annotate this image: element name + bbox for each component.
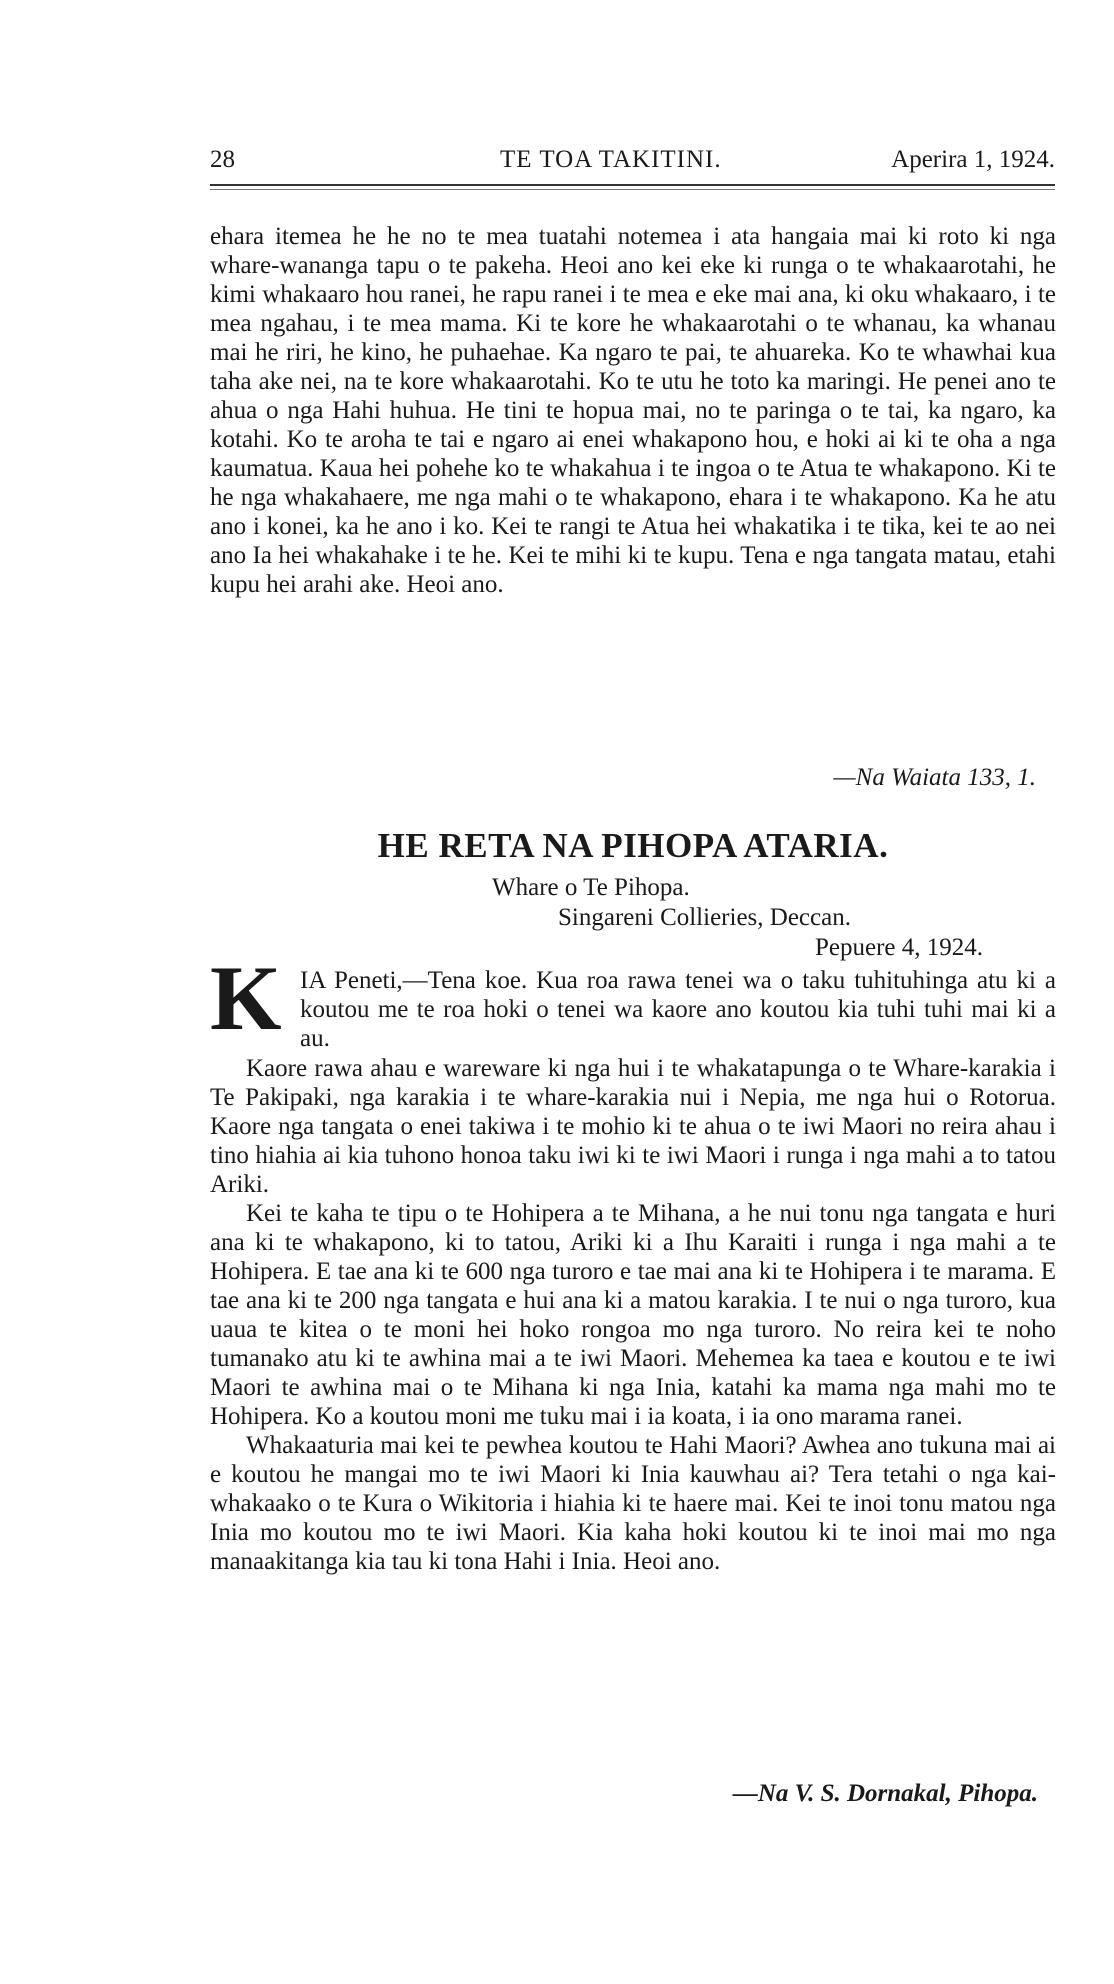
- letter-date: Pepuere 4, 1924.: [815, 934, 984, 961]
- letter-opening-text: IA Peneti,—Tena koe. Kua roa rawa tenei wa o taku tuhituhinga atu ki a koutou me te roa hoki o tenei wa kaore ano koutou kia tuhi tuhi mai ki a au.: [300, 967, 1056, 1052]
- header-rule: [210, 184, 1055, 186]
- page-header: [210, 146, 1055, 182]
- letter-address-line2: Singareni Collieries, Deccan.: [558, 904, 851, 931]
- issue-date: Aperira 1, 1924.: [891, 146, 1055, 173]
- drop-cap: K: [210, 947, 282, 1049]
- letter-paragraph: Whakaaturia mai kei te pewhea koutou te Hahi Maori? Awhea ano tukuna mai ai e koutou he mangai mo te iwi Maori ki Inia kauwhau ai? Tera tetahi o nga kai-whakaako o te Kura o Wikitoria i hiahia ki te haere mai. Kei te inoi tonu matou nga Inia mo koutou mo te iwi Maori. Kia kaha hoki koutou ki te inoi mai mo nga manaakitanga kia tau ki tona Hahi i Inia. Heoi ano.: [210, 1432, 1056, 1575]
- article-signature: —Na Waiata 133, 1.: [833, 764, 1036, 791]
- header-rule-thin: [210, 189, 1055, 190]
- article-continuation: [210, 222, 1056, 599]
- publication-title: TE TOA TAKITINI.: [500, 146, 722, 173]
- article-title: HE RETA NA PIHOPA ATARIA.: [377, 826, 889, 865]
- letter-paragraph: Kaore rawa ahau e wareware ki nga hui i te whakatapunga o te Whare-karakia i Te Pakipaki, nga karakia i te whare-karakia nui i Nepia, me nga hui o Rotorua. Kaore nga tangata o enei takiwa i te mohio ki te ahua o te iwi Maori no reira ahau i tino hiahia ai kia tuhono honoa taku iwi ki te iwi Maori i runga i nga mahi a to tatou Ariki.: [210, 1055, 1056, 1198]
- letter-body: [210, 1054, 1056, 1576]
- page-number: 28: [210, 146, 235, 173]
- letter-address-line1: Whare o Te Pihopa.: [492, 874, 690, 901]
- letter-paragraph: Kei te kaha te tipu o te Hohipera a te Mihana, a he nui tonu nga tangata e huri ana ki te whakapono, ki to tatou, Ariki ki a Ihu Karaiti i runga i nga mahi a te Hohipera. E tae ana ki te 600 nga turoro e tae mai ana ki te Hohipera i te marama. E tae ana ki te 200 nga tangata e hui ana ki a matou karakia. I te nui o nga turoro, kua uaua te kitea o te moni hei hoko rongoa mo nga turoro. No reira kei te noho tumanako atu ki te awhina mai a te iwi Maori. Mehemea ka taea e koutou e te iwi Maori te awhina mai o te Mihana ki nga Inia, katahi ka mama nga mahi mo te Hohipera. Ko a koutou moni me tuku mai i ia koata, i ia ono marama ranei.: [210, 1200, 1056, 1430]
- letter-opening: [300, 966, 1056, 1053]
- article-paragraph: ehara itemea he he no te mea tuatahi notemea i ata hangaia mai ki roto ki nga whare-wananga tapu o te pakeha. Heoi ano kei eke ki runga o te whakaarotahi, he kimi whakaaro hou ranei, he rapu ranei i te mea e eke mai ana, ki oku whakaaro, i te mea ngahau, i te mea mama. Ki te kore he whakaarotahi o te whanau, ka whanau mai he riri, he kino, he puhaehae. Ka ngaro te pai, te ahuareka. Ko te whawhai kua taha ake nei, na te kore whakaarotahi. Ko te utu he toto ka maringi. He penei ano te ahua o nga Hahi huhua. He tini te hopua mai, no te paringa o te tai, ka ngaro, ka kotahi. Ko te aroha te tai e ngaro ai enei whakapono hou, e hoki ai ki te oha a nga kaumatua. Kaua hei pohehe ko te whakahua i te ingoa o te Atua te whakapono. Ki te he nga whakahaere, me nga mahi o te whakapono, ehara i te whakapono. Ka he atu ano i konei, ka he ano i ko. Kei te rangi te Atua hei whakatika i te tika, kei te ao nei ano Ia hei whakahake i te he. Kei te mihi ki te kupu. Tena e nga tangata matau, etahi kupu hei arahi ake. Heoi ano.: [210, 223, 1056, 598]
- letter-signature: —Na V. S. Dornakal, Pihopa.: [732, 1780, 1038, 1807]
